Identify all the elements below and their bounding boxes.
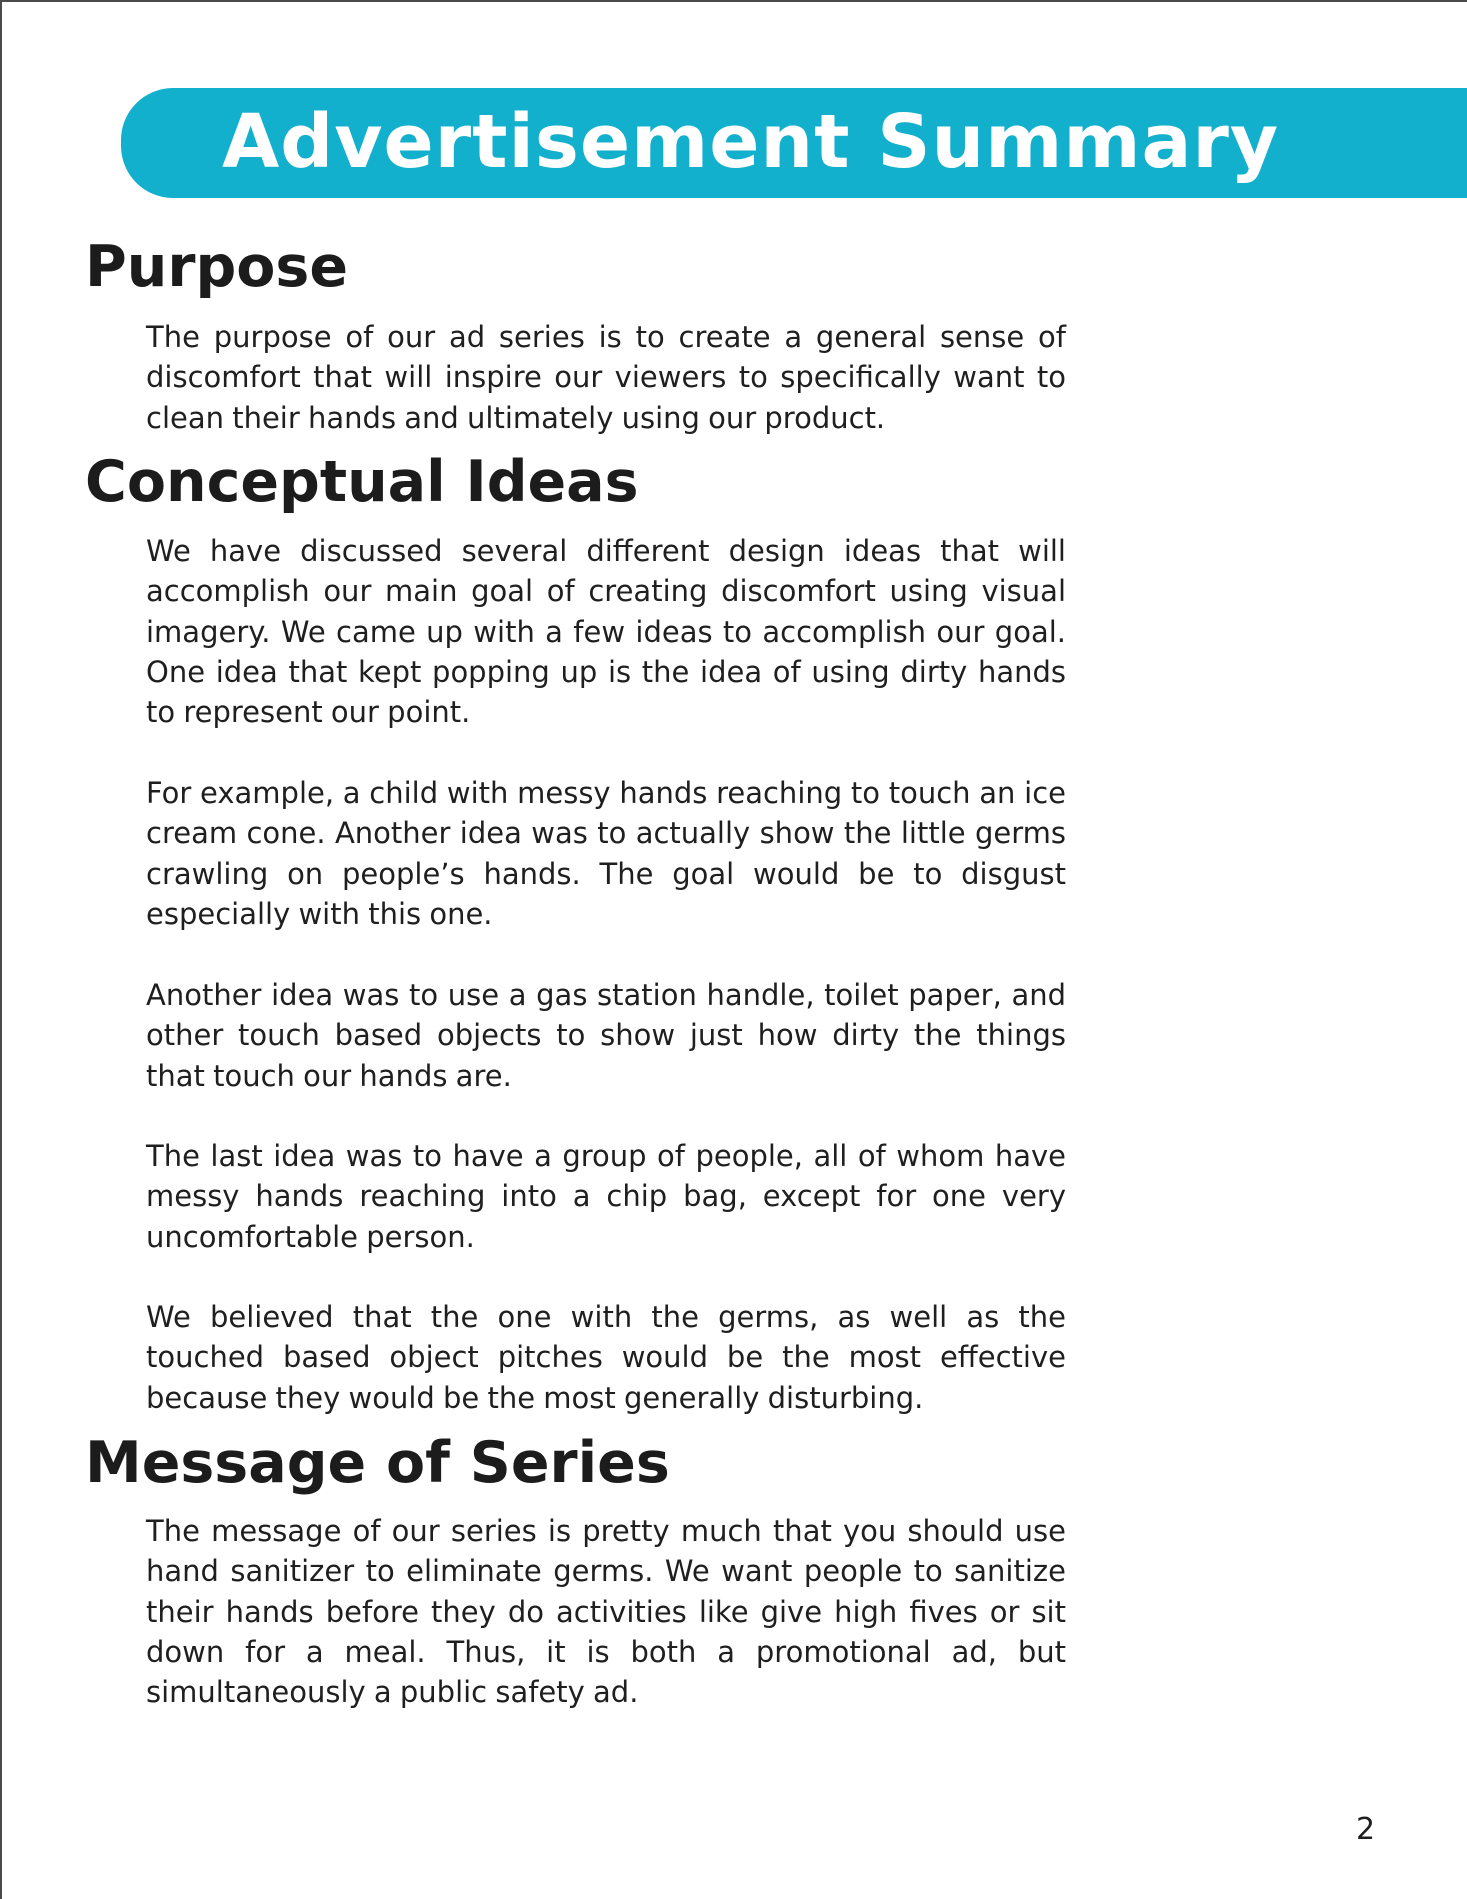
page-title: Advertisement Summary: [222, 99, 1280, 185]
conceptual-paragraph-3: Another idea was to use a gas station handle, toilet paper, and other touch based objects to show just how dirty the things that touch our hands are.: [146, 978, 1066, 1093]
conceptual-paragraph-4: The last idea was to have a group of people, all of whom have messy hands reaching into a chip bag, except for one very uncomfortable person.: [146, 1139, 1066, 1254]
heading-purpose: Purpose: [85, 234, 349, 300]
conceptual-paragraph-1: We have discussed several different design ideas that will accomplish our main goal of creating discomfort using visual imagery. We came up with a few ideas to accomplish our goal. One idea that kept popping up is the idea of using dirty hands to represent our point.: [146, 534, 1066, 730]
page-number: 2: [1356, 1812, 1376, 1847]
conceptual-paragraph-5: We believed that the one with the germs, as well as the touched based object pitches would be the most effective because they would be the most generally disturbing.: [146, 1300, 1066, 1415]
message-paragraph: The message of our series is pretty much that you should use hand sanitizer to eliminate germs. We want people to sanitize their hands before they do activities like give high fives or sit down for a meal. Thus, it is both a promotional ad, but simultaneously a public safety ad.: [146, 1514, 1066, 1710]
heading-conceptual-ideas: Conceptual Ideas: [85, 449, 639, 515]
conceptual-paragraph-2: For example, a child with messy hands reaching to touch an ice cream cone. Another idea was to actually show the little germs crawling on people’s hands. The goal would be to disgust especially with this one.: [146, 776, 1066, 931]
purpose-paragraph: The purpose of our ad series is to create a general sense of discomfort that will inspire our viewers to specifically want to clean their hands and ultimately using our product.: [146, 320, 1066, 435]
heading-message-of-series: Message of Series: [85, 1430, 670, 1496]
